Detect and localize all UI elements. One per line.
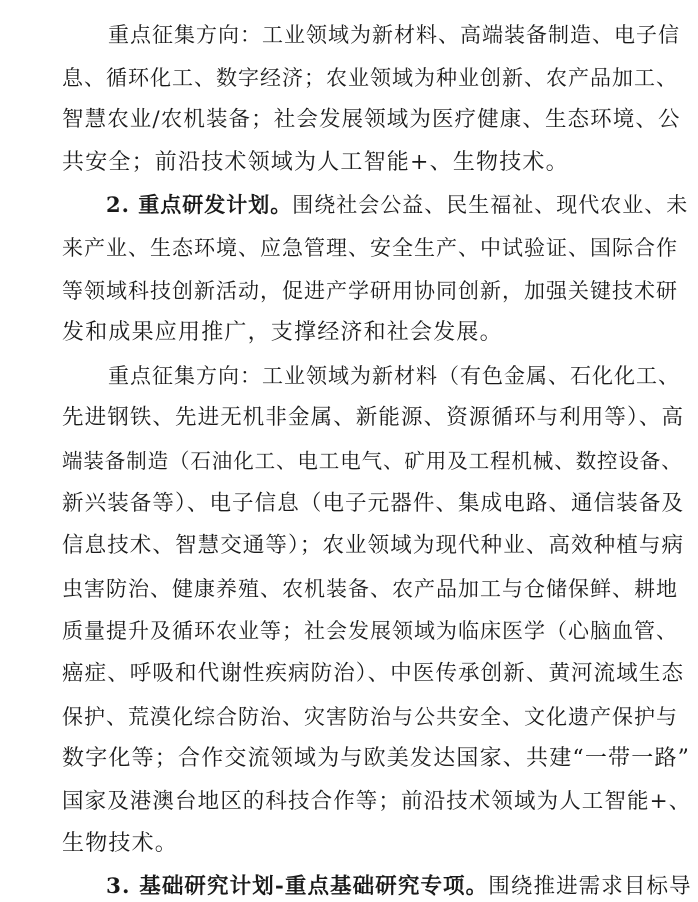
- text-line: 共安全；前沿技术领域为人工智能+、生物技术。: [62, 149, 569, 175]
- text-line: 发和成果应用推广，支撑经济和社会发展。: [62, 320, 503, 346]
- text-line: 数字化等；合作交流领域为与欧美发达国家、共建“一带一路”: [62, 746, 691, 772]
- paragraph-first-line: [106, 872, 692, 902]
- text-line: 国家及港澳台地区的科技合作等；前沿技术领域为人工智能+、: [62, 788, 692, 814]
- text-line: 虫害防治、健康养殖、农机装备、农产品加工与仓储保鲜、耕地: [62, 576, 678, 601]
- text-line: 重点征集方向：工业领域为新材料、高端装备制造、电子信: [108, 23, 680, 47]
- text-line: 质量提升及循环农业等；社会发展领域为临床医学（心脑血管、: [62, 619, 678, 644]
- text-line: 癌症、呼吸和代谢性疾病防治）、中医传承创新、黄河流域生态: [62, 661, 685, 686]
- text-line: 息、循环化工、数字经济；农业领域为种业创新、农产品加工、: [62, 65, 678, 90]
- text-line: 等领域科技创新活动，促进产学研用协同创新，加强关键技术研: [62, 278, 678, 303]
- text-line: 智慧农业/农机装备；社会发展领域为医疗健康、生态环境、公: [62, 107, 681, 133]
- text-line: 围绕推进需求目标导: [488, 874, 692, 899]
- text-line: 来产业、生态环境、应急管理、安全生产、中试验证、国际合作: [62, 236, 678, 260]
- text-line: 信息技术、智慧交通等）；农业领域为现代种业、高效种植与病: [62, 533, 685, 559]
- text-line: 生物技术。: [62, 831, 179, 857]
- text-line: 端装备制造（石油化工、电工电气、矿用及工程机械、数控设备、: [62, 449, 683, 473]
- text-line: 围绕社会公益、民生福祉、现代农业、未: [292, 193, 689, 218]
- section-heading: 3. 基础研究计划-重点基础研究专项。: [106, 874, 489, 899]
- text-line: 保护、荒漠化综合防治、灾害防治与公共安全、文化遗产保护与: [62, 704, 678, 729]
- text-line: 重点征集方向：工业领域为新材料（有色金属、石化化工、: [108, 363, 680, 388]
- text-line: 新兴装备等）、电子信息（电子元器件、集成电路、通信装备及: [62, 490, 685, 516]
- section-heading: 2. 重点研发计划。: [106, 192, 293, 218]
- text-line: 先进钢铁、先进无机非金属、新能源、资源循环与利用等）、高: [62, 405, 685, 431]
- paragraph-first-line: [106, 190, 688, 220]
